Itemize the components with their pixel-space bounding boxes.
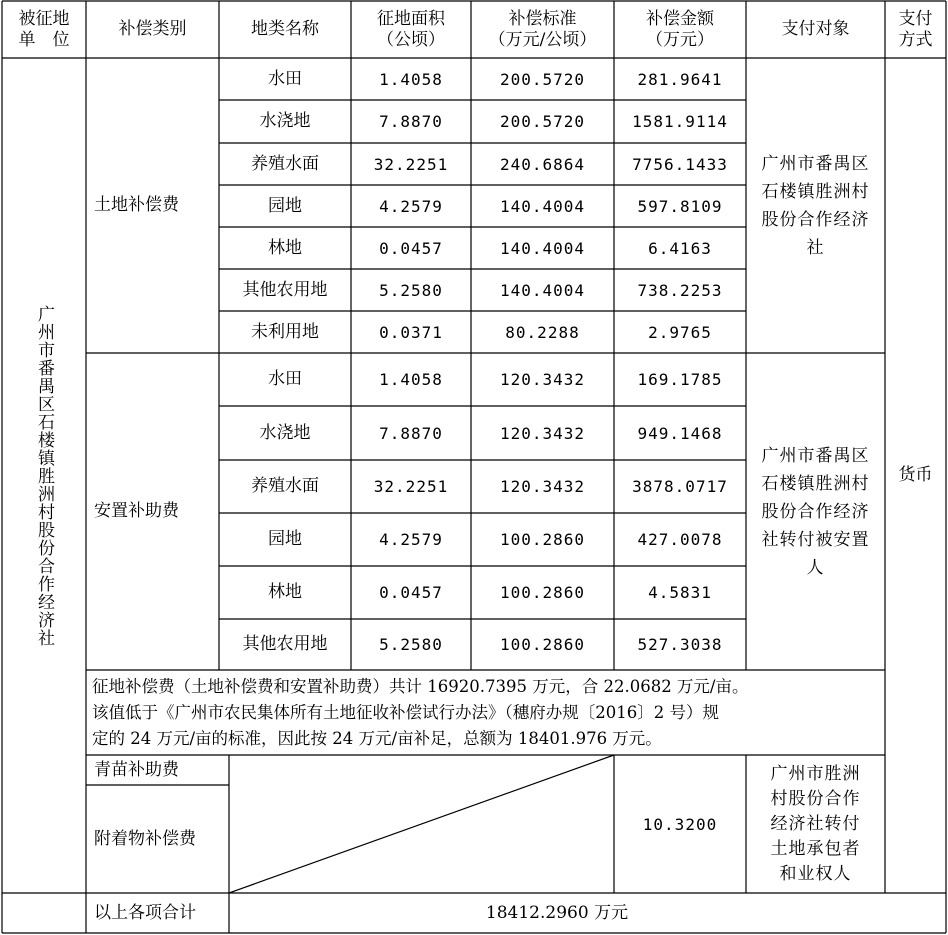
lc-row1-type: 水浇地 bbox=[259, 111, 311, 131]
resettlement-payee-cell bbox=[746, 353, 885, 670]
rs-row2-type: 养殖水面 bbox=[251, 476, 319, 496]
header-area-line2: （公顷） bbox=[377, 29, 445, 50]
lc-row3-amount: 597.8109 bbox=[637, 196, 723, 216]
land-compensation-category: 土地补偿费 bbox=[94, 195, 179, 215]
lc-row3-area: 4.2579 bbox=[379, 196, 443, 216]
header-unit-line2: 单 位 bbox=[18, 29, 70, 50]
unit-name-cell bbox=[2, 58, 86, 893]
rs-row0-standard: 120.3432 bbox=[499, 370, 586, 389]
note-cell bbox=[86, 670, 885, 755]
crop-subsidy-label: 青苗补助费 bbox=[94, 759, 179, 780]
land-compensation-payee-cell bbox=[746, 58, 885, 353]
header-land-type: 地类名称 bbox=[251, 19, 319, 39]
total-value: 18412.2960 万元 bbox=[485, 902, 629, 923]
rs-row1-area: 7.8870 bbox=[379, 423, 443, 443]
lc-row6-area: 0.0371 bbox=[379, 322, 443, 342]
total-label: 以上各项合计 bbox=[94, 902, 196, 923]
header-payee: 支付对象 bbox=[781, 19, 850, 39]
lc-row4-amount: 6.4163 bbox=[648, 238, 712, 258]
header-standard-line2: （万元/公顷） bbox=[488, 29, 597, 50]
lc-row0-area: 1.4058 bbox=[379, 69, 443, 89]
rs-row5-area: 5.2580 bbox=[379, 635, 443, 654]
rs-row1-type: 水浇地 bbox=[259, 422, 311, 443]
rs-row5-standard: 100.2860 bbox=[499, 635, 586, 654]
crop-attachment-payee bbox=[746, 755, 885, 893]
header-category: 补偿类别 bbox=[118, 19, 187, 39]
lc-row0-standard: 200.5720 bbox=[499, 69, 586, 89]
payment-method: 货币 bbox=[898, 465, 933, 485]
rs-row4-type: 林地 bbox=[268, 582, 302, 602]
resettlement-payee: 广州市番禺区石楼镇胜洲村股份合作经济社转付被安置人 bbox=[761, 445, 870, 578]
lc-row0-type: 水田 bbox=[268, 68, 302, 89]
header-amount-line2: （万元） bbox=[646, 29, 714, 50]
lc-row5-standard: 140.4004 bbox=[499, 280, 586, 300]
lc-row1-standard: 200.5720 bbox=[499, 112, 586, 131]
lc-row5-type: 其他农用地 bbox=[242, 279, 328, 300]
crop-attachment-payee-line3: 经济社转付 bbox=[770, 813, 861, 834]
header-area-line1: 征地面积 bbox=[377, 8, 445, 29]
lc-row4-area: 0.0457 bbox=[379, 238, 443, 258]
crop-attachment-payee-line5: 和业权人 bbox=[779, 863, 852, 884]
resettlement-category: 安置补助费 bbox=[94, 501, 179, 521]
rs-row3-area: 4.2579 bbox=[379, 530, 443, 549]
rs-row4-standard: 100.2860 bbox=[499, 583, 586, 602]
lc-row5-amount: 738.2253 bbox=[637, 280, 723, 300]
header-area bbox=[351, 1, 471, 58]
rs-row3-amount: 427.0078 bbox=[637, 530, 723, 549]
rs-row4-amount: 4.5831 bbox=[648, 583, 712, 602]
lc-row4-standard: 140.4004 bbox=[499, 238, 586, 258]
rs-row0-amount: 169.1785 bbox=[637, 370, 723, 389]
lc-row4-type: 林地 bbox=[268, 237, 302, 258]
crop-attachment-payee-line4: 土地承包者 bbox=[770, 838, 861, 859]
lc-row2-type: 养殖水面 bbox=[251, 153, 319, 174]
lc-row2-area: 32.2251 bbox=[373, 154, 449, 174]
rs-row4-area: 0.0457 bbox=[379, 583, 443, 602]
land-compensation-payee: 广州市番禺区石楼镇胜洲村股份合作经济社 bbox=[761, 153, 870, 258]
header-unit bbox=[2, 1, 86, 58]
lc-row6-standard: 80.2288 bbox=[505, 322, 580, 342]
lc-row2-standard: 240.6864 bbox=[499, 154, 586, 174]
rs-row2-amount: 3878.0717 bbox=[632, 477, 728, 496]
crop-attachment-payee-line2: 村股份合作 bbox=[770, 788, 861, 809]
rs-row5-type: 其他农用地 bbox=[242, 634, 328, 654]
lc-row3-standard: 140.4004 bbox=[499, 196, 586, 216]
note-line-2: 该值低于《广州市农民集体所有土地征收补偿试行办法》（穗府办规〔2016〕2 号）规 bbox=[92, 702, 719, 722]
crop-attachment-payee-line1: 广州市胜洲 bbox=[770, 763, 861, 784]
header-method bbox=[885, 1, 946, 58]
header-standard-line1: 补偿标准 bbox=[508, 8, 577, 29]
note-line-1: 征地补偿费（土地补偿费和安置补助费）共计 16920.7395 万元，合 22.0682 万元/亩。 bbox=[92, 676, 749, 696]
rs-row1-amount: 949.1468 bbox=[637, 423, 723, 443]
rs-row1-standard: 120.3432 bbox=[499, 423, 586, 443]
note-line-3: 定的 24 万元/亩的标准，因此按 24 万元/亩补足，总额为 18401.976 万元。 bbox=[92, 728, 662, 748]
lc-row0-amount: 281.9641 bbox=[637, 69, 723, 89]
lc-row3-type: 园地 bbox=[268, 195, 302, 216]
crop-attachment-amount: 10.3200 bbox=[642, 814, 718, 834]
header-method-line1: 支付 bbox=[898, 8, 933, 29]
header-standard bbox=[471, 1, 614, 58]
header-method-line2: 方式 bbox=[898, 29, 933, 50]
rs-row0-area: 1.4058 bbox=[379, 370, 443, 389]
rs-row2-area: 32.2251 bbox=[373, 477, 449, 496]
header-amount-line1: 补偿金额 bbox=[646, 8, 714, 29]
lc-row6-type: 未利用地 bbox=[251, 321, 319, 342]
lc-row6-amount: 2.9765 bbox=[648, 322, 712, 342]
lc-row2-amount: 7756.1433 bbox=[632, 154, 728, 174]
rs-row2-standard: 120.3432 bbox=[499, 477, 586, 496]
unit-name: 广州市番禺区石楼镇胜洲村股份合作经济社 bbox=[34, 304, 54, 647]
rs-row5-amount: 527.3038 bbox=[637, 635, 723, 654]
rs-row3-standard: 100.2860 bbox=[499, 530, 586, 549]
lc-row5-area: 5.2580 bbox=[379, 280, 443, 300]
rs-row0-type: 水田 bbox=[268, 369, 302, 389]
header-amount bbox=[614, 1, 746, 58]
header-unit-line1: 被征地 bbox=[18, 8, 70, 29]
rs-row3-type: 园地 bbox=[268, 529, 302, 549]
attachment-compensation-label: 附着物补偿费 bbox=[94, 828, 196, 849]
lc-row1-area: 7.8870 bbox=[379, 112, 443, 131]
lc-row1-amount: 1581.9114 bbox=[632, 112, 728, 131]
